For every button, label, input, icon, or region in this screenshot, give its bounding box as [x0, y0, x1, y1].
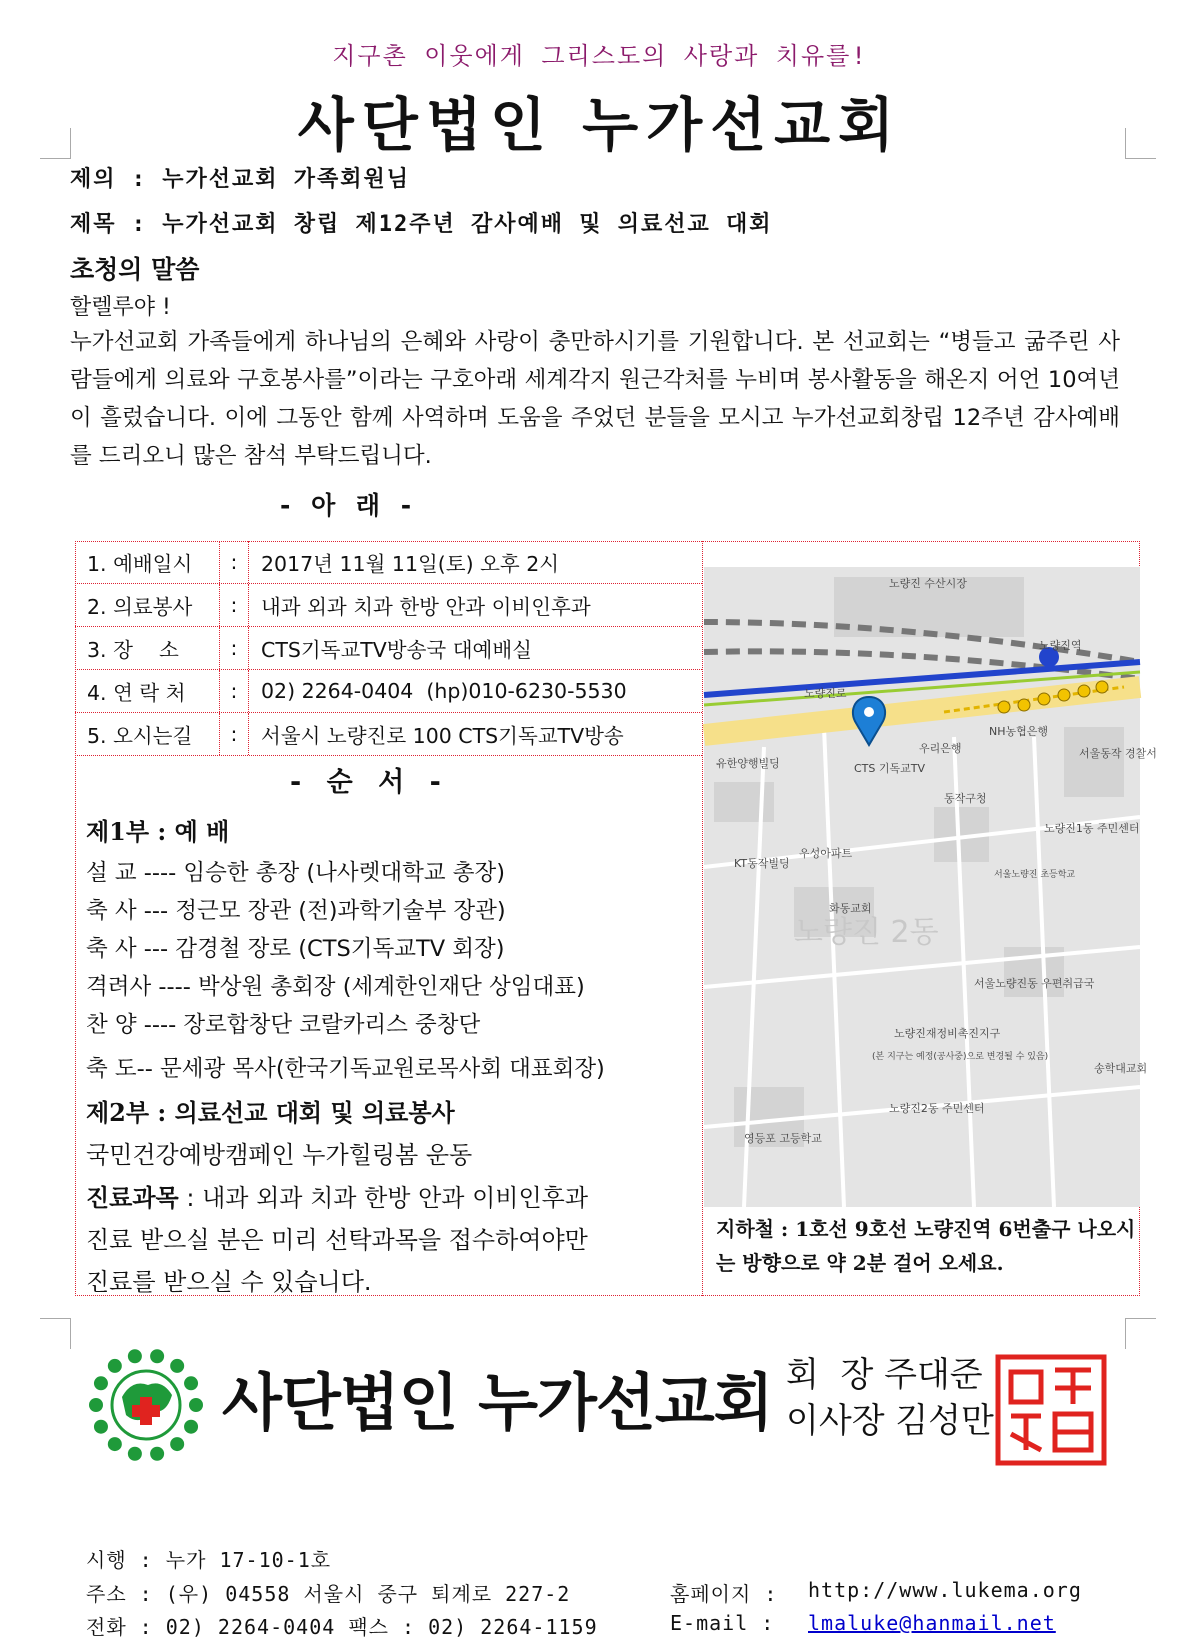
map-label: 노량진1동 주민센터	[1044, 822, 1140, 835]
below-heading: - 아 래 -	[280, 491, 418, 520]
detail-row-place	[75, 627, 702, 670]
map-label: 서울노량진 초등학교	[994, 870, 1076, 880]
detail-row-medical	[75, 584, 702, 627]
detail-row-directions	[75, 713, 702, 756]
part2-title: 제2부 : 의료선교 대회 및 의료봉사	[86, 1098, 455, 1127]
map-label: 서울노량진동 우편취급국	[974, 977, 1095, 990]
detail-value: 02) 2264-0404 (hp)010-6230-5530	[261, 679, 627, 703]
emblem-figure	[94, 1420, 108, 1434]
map-label: 화동교회	[829, 902, 872, 915]
program-item: 설 교 ---- 임승한 총장 (나사렛대학교 총장)	[86, 860, 505, 886]
program-item: 축 도-- 문세광 목사(한국기독교원로목사회 대표회장)	[86, 1056, 605, 1082]
corner-mark-bottom-right	[1125, 1318, 1156, 1349]
officer-chairman: 이사장 김성만	[786, 1401, 994, 1441]
emblem-figure	[108, 1359, 122, 1373]
detail-value: 서울시 노량진로 100 CTS기독교TV방송	[261, 724, 624, 748]
official-seal-stamp-icon	[995, 1354, 1107, 1466]
organization-emblem-icon	[86, 1345, 206, 1465]
detail-key: 2. 의료봉사	[75, 584, 220, 626]
map-label: 서울동작 경찰서	[1079, 747, 1157, 760]
emblem-figure	[170, 1359, 184, 1373]
map-label: 영등포 고등학교	[744, 1132, 822, 1145]
detail-sep: :	[220, 713, 249, 755]
map-label: 노량진재정비촉진지구	[894, 1027, 1001, 1040]
emblem-figure	[108, 1437, 122, 1451]
detail-key: 4. 연 락 처	[75, 670, 220, 712]
program-item: 축 사 --- 감경철 장로 (CTS기독교TV 회장)	[86, 936, 505, 962]
map-label: 노량진2동 주민센터	[889, 1102, 985, 1115]
map-label: KT동작빌딩	[734, 857, 790, 870]
map-label: 유한양행빌딩	[716, 757, 780, 770]
emblem-figure	[150, 1447, 164, 1461]
map-label: 송학대교회	[1094, 1062, 1148, 1075]
location-map	[704, 567, 1157, 1207]
emblem-figure	[89, 1398, 103, 1412]
emblem-figure	[150, 1349, 164, 1363]
footer-organization-name: 사단법인 누가선교회	[222, 1366, 773, 1439]
officers-block	[786, 1352, 994, 1444]
detail-sep: :	[220, 627, 249, 669]
email-link[interactable]: lmaluke@hanmail.net	[808, 1611, 1056, 1635]
detail-key: 1. 예배일시	[75, 541, 220, 583]
detail-sep: :	[220, 670, 249, 712]
document-number: 시행 : 누가 17-10-1호	[86, 1548, 332, 1572]
map-label: CTS 기독교TV	[854, 762, 926, 775]
detail-sep: :	[220, 584, 249, 626]
corner-mark-bottom-left	[40, 1318, 71, 1349]
program-item: 격려사 ---- 박상원 총회장 (세계한인재단 상임대표)	[86, 974, 585, 1000]
map-label: 노량진 2동	[794, 915, 939, 950]
emblem-figure	[128, 1349, 142, 1363]
homepage-label: 홈페이지 :	[670, 1582, 778, 1606]
map-label: 노량진역	[1039, 639, 1082, 652]
emblem-figure	[189, 1398, 203, 1412]
email-label: E-mail :	[670, 1611, 775, 1635]
emblem-figure	[128, 1447, 142, 1461]
campaign-line: 국민건강예방캠페인 누가힐링봄 운동	[86, 1141, 473, 1169]
map-label: 노량진 수산시장	[889, 577, 967, 590]
detail-key: 3. 장 소	[75, 627, 220, 669]
emblem-figure	[184, 1420, 198, 1434]
detail-row-contact	[75, 670, 702, 713]
invitation-heading: 초청의 말씀	[70, 255, 200, 284]
program-item: 찬 양 ---- 장로합창단 코랄카리스 중창단	[86, 1012, 481, 1038]
tagline: 지구촌 이웃에게 그리스도의 사랑과 치유를!	[332, 42, 868, 70]
part1-title: 제1부 : 예 배	[86, 817, 230, 846]
map-graphic	[704, 567, 1157, 1207]
homepage-link[interactable]: http://www.lukema.org	[808, 1578, 1082, 1602]
detail-value: 2017년 11월 11일(토) 오후 2시	[261, 552, 560, 576]
note-line: 진료를 받으실 수 있습니다.	[86, 1268, 372, 1296]
clinic-label: 진료과목	[86, 1184, 179, 1212]
program-item: 축 사 --- 정근모 장관 (전)과학기술부 장관)	[86, 898, 506, 924]
info-box-divider	[702, 541, 703, 1296]
officer-president: 회 장 주대준	[786, 1355, 983, 1395]
footer-phone-fax: 전화 : 02) 2264-0404 팩스 : 02) 2264-1159	[86, 1615, 598, 1639]
footer-address: 주소 : (우) 04558 서울시 중구 퇴계로 227-2	[86, 1582, 571, 1606]
detail-key: 5. 오시는길	[75, 713, 220, 755]
map-label: 우리은행	[919, 742, 962, 755]
program-title: - 순 서 -	[290, 767, 449, 798]
greeting: 할렐루야 !	[70, 295, 171, 320]
invitation-body: 누가선교회 가족들에게 하나님의 은혜와 사랑이 충만하시기를 기원합니다. 본 선교회는 “병들고 굶주린 사람들에게 의료와 구호봉사를”이라는 구호아래 세계각지 원근각처를 누비며 봉사활동을 해온지 어언 10여년이 흘렀습니다. 이에 그동안 함께 사역하며 도움을 주었던 분들을 모시고 누가선교회창립 12주년 감사예배를 드리오니 많은 참석 부탁드립니다.	[70, 329, 1120, 469]
detail-value: 내과 외과 치과 한방 안과 이비인후과	[261, 595, 591, 619]
map-label: NH농협은행	[989, 725, 1049, 738]
note-line: 진료 받으실 분은 미리 선탁과목을 접수하여야만	[86, 1226, 588, 1254]
detail-row-datetime	[75, 541, 702, 584]
clinic-text: : 내과 외과 치과 한방 안과 이비인후과	[178, 1184, 588, 1212]
detail-value: CTS기독교TV방송국 대예배실	[261, 638, 532, 662]
map-label: (본 지구는 예정(공사중)으로 변경될 수 있음)	[872, 1052, 1049, 1062]
emblem-figure	[94, 1376, 108, 1390]
emblem-figure	[184, 1376, 198, 1390]
subject-line: 제목 : 누가선교회 창립 제12주년 감사예배 및 의료선교 대회	[70, 212, 773, 237]
emblem-figure	[170, 1437, 184, 1451]
detail-sep: :	[220, 541, 249, 583]
map-label: 노량진로	[804, 687, 847, 700]
clinic-line	[86, 1178, 588, 1213]
subway-directions: 지하철 : 1호선 9호선 노량진역 6번출구 나오시는 방향으로 약 2분 걸어 오세요.	[716, 1217, 1136, 1275]
document-title: 사단법인 누가선교회	[297, 91, 903, 159]
map-label: 동작구청	[944, 792, 987, 805]
map-label: 우성아파트	[799, 847, 853, 860]
recipient-line: 제의 : 누가선교회 가족회원님	[70, 167, 411, 192]
